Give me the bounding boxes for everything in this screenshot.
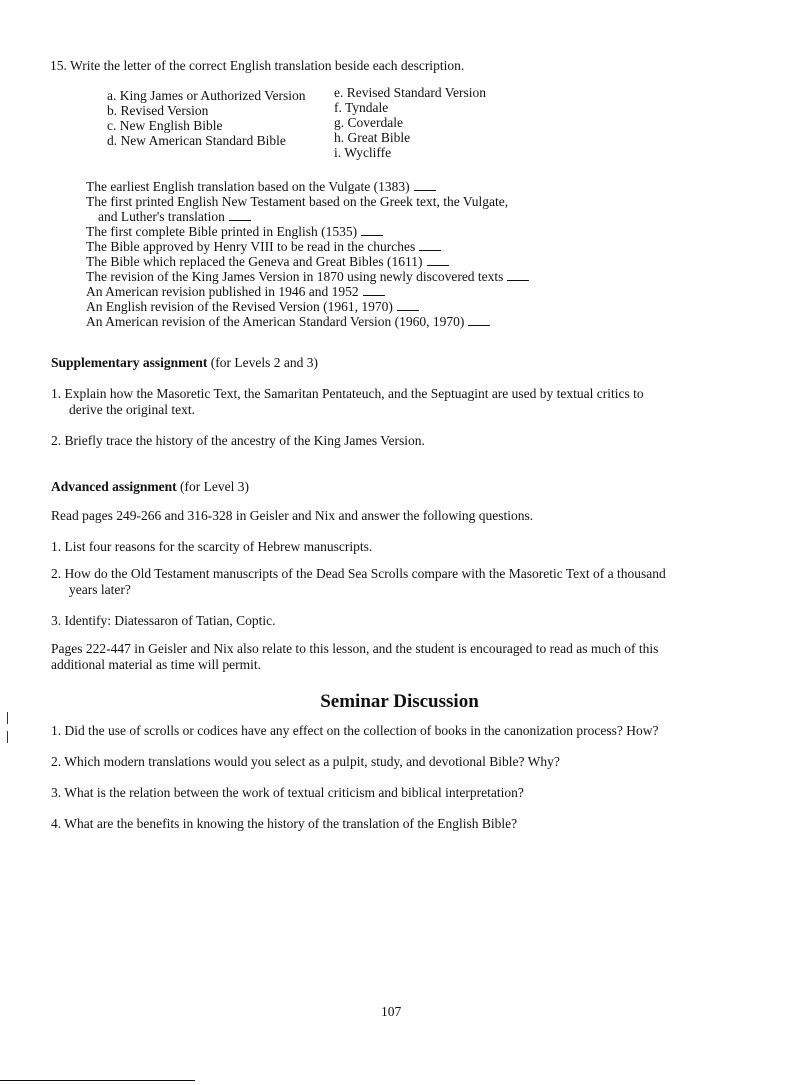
section-title: Seminar Discussion [320, 691, 479, 712]
option: b. Revised Version [107, 103, 209, 118]
assignment-item: derive the original text. [69, 402, 195, 417]
description: The first complete Bible printed in English (1535) [86, 224, 383, 239]
answer-blank[interactable] [419, 241, 441, 251]
option: c. New English Bible [107, 118, 223, 133]
answer-blank[interactable] [507, 271, 529, 281]
assignment-note: Pages 222-447 in Geisler and Nix also relate to this lesson, and the student is encouraged to read as much of this [51, 641, 659, 656]
option: i. Wycliffe [334, 145, 392, 160]
description: The revision of the King James Version in 1870 using newly discovered texts [86, 269, 529, 284]
answer-blank[interactable] [363, 286, 385, 296]
assignment-item: 1. List four reasons for the scarcity of Hebrew manuscripts. [51, 539, 373, 554]
assignment-item: 2. How do the Old Testament manuscripts of the Dead Sea Scrolls compare with the Masoretic Text of a thousand [51, 566, 666, 581]
description: An English revision of the Revised Version (1961, 1970) [86, 299, 419, 314]
scan-mark [7, 712, 8, 724]
question-prompt: 15. Write the letter of the correct English translation beside each description. [50, 58, 465, 73]
option: a. King James or Authorized Version [107, 88, 306, 103]
answer-blank[interactable] [414, 181, 436, 191]
discussion-item: 4. What are the benefits in knowing the history of the translation of the English Bible? [51, 816, 518, 831]
bottom-rule [0, 1080, 195, 1081]
description: The first printed English New Testament based on the Greek text, the Vulgate, [86, 194, 509, 209]
option: e. Revised Standard Version [334, 85, 486, 100]
assignment-item: 1. Explain how the Masoretic Text, the Samaritan Pentateuch, and the Septuagint are used by textual critics to [51, 386, 644, 401]
assignment-item: 3. Identify: Diatessaron of Tatian, Coptic. [51, 613, 276, 628]
answer-blank[interactable] [468, 316, 490, 326]
option: d. New American Standard Bible [107, 133, 286, 148]
option: f. Tyndale [334, 100, 389, 115]
discussion-item: 1. Did the use of scrolls or codices have any effect on the collection of books in the canonization process? How? [51, 723, 659, 738]
section-heading: Supplementary assignment (for Levels 2 and 3) [51, 355, 318, 370]
assignment-intro: Read pages 249-266 and 316-328 in Geisler and Nix and answer the following questions. [51, 508, 534, 523]
assignment-item: years later? [69, 582, 131, 597]
option: h. Great Bible [334, 130, 411, 145]
description: An American revision of the American Standard Version (1960, 1970) [86, 314, 490, 329]
option: g. Coverdale [334, 115, 403, 130]
scan-mark [7, 731, 8, 743]
assignment-item: 2. Briefly trace the history of the ancestry of the King James Version. [51, 433, 425, 448]
answer-blank[interactable] [397, 301, 419, 311]
section-heading: Advanced assignment (for Level 3) [51, 479, 249, 494]
discussion-item: 2. Which modern translations would you select as a pulpit, study, and devotional Bible? Why? [51, 754, 560, 769]
description: The Bible which replaced the Geneva and Great Bibles (1611) [86, 254, 449, 269]
description: An American revision published in 1946 and 1952 [86, 284, 385, 299]
description: The earliest English translation based on the Vulgate (1383) [86, 179, 436, 194]
description: The Bible approved by Henry VIII to be read in the churches [86, 239, 441, 254]
discussion-item: 3. What is the relation between the work of textual criticism and biblical interpretation? [51, 785, 524, 800]
assignment-note: additional material as time will permit. [51, 657, 261, 672]
description: and Luther's translation [98, 209, 251, 224]
answer-blank[interactable] [229, 211, 251, 221]
answer-blank[interactable] [361, 226, 383, 236]
page-number: 107 [381, 1004, 402, 1019]
answer-blank[interactable] [427, 256, 449, 266]
